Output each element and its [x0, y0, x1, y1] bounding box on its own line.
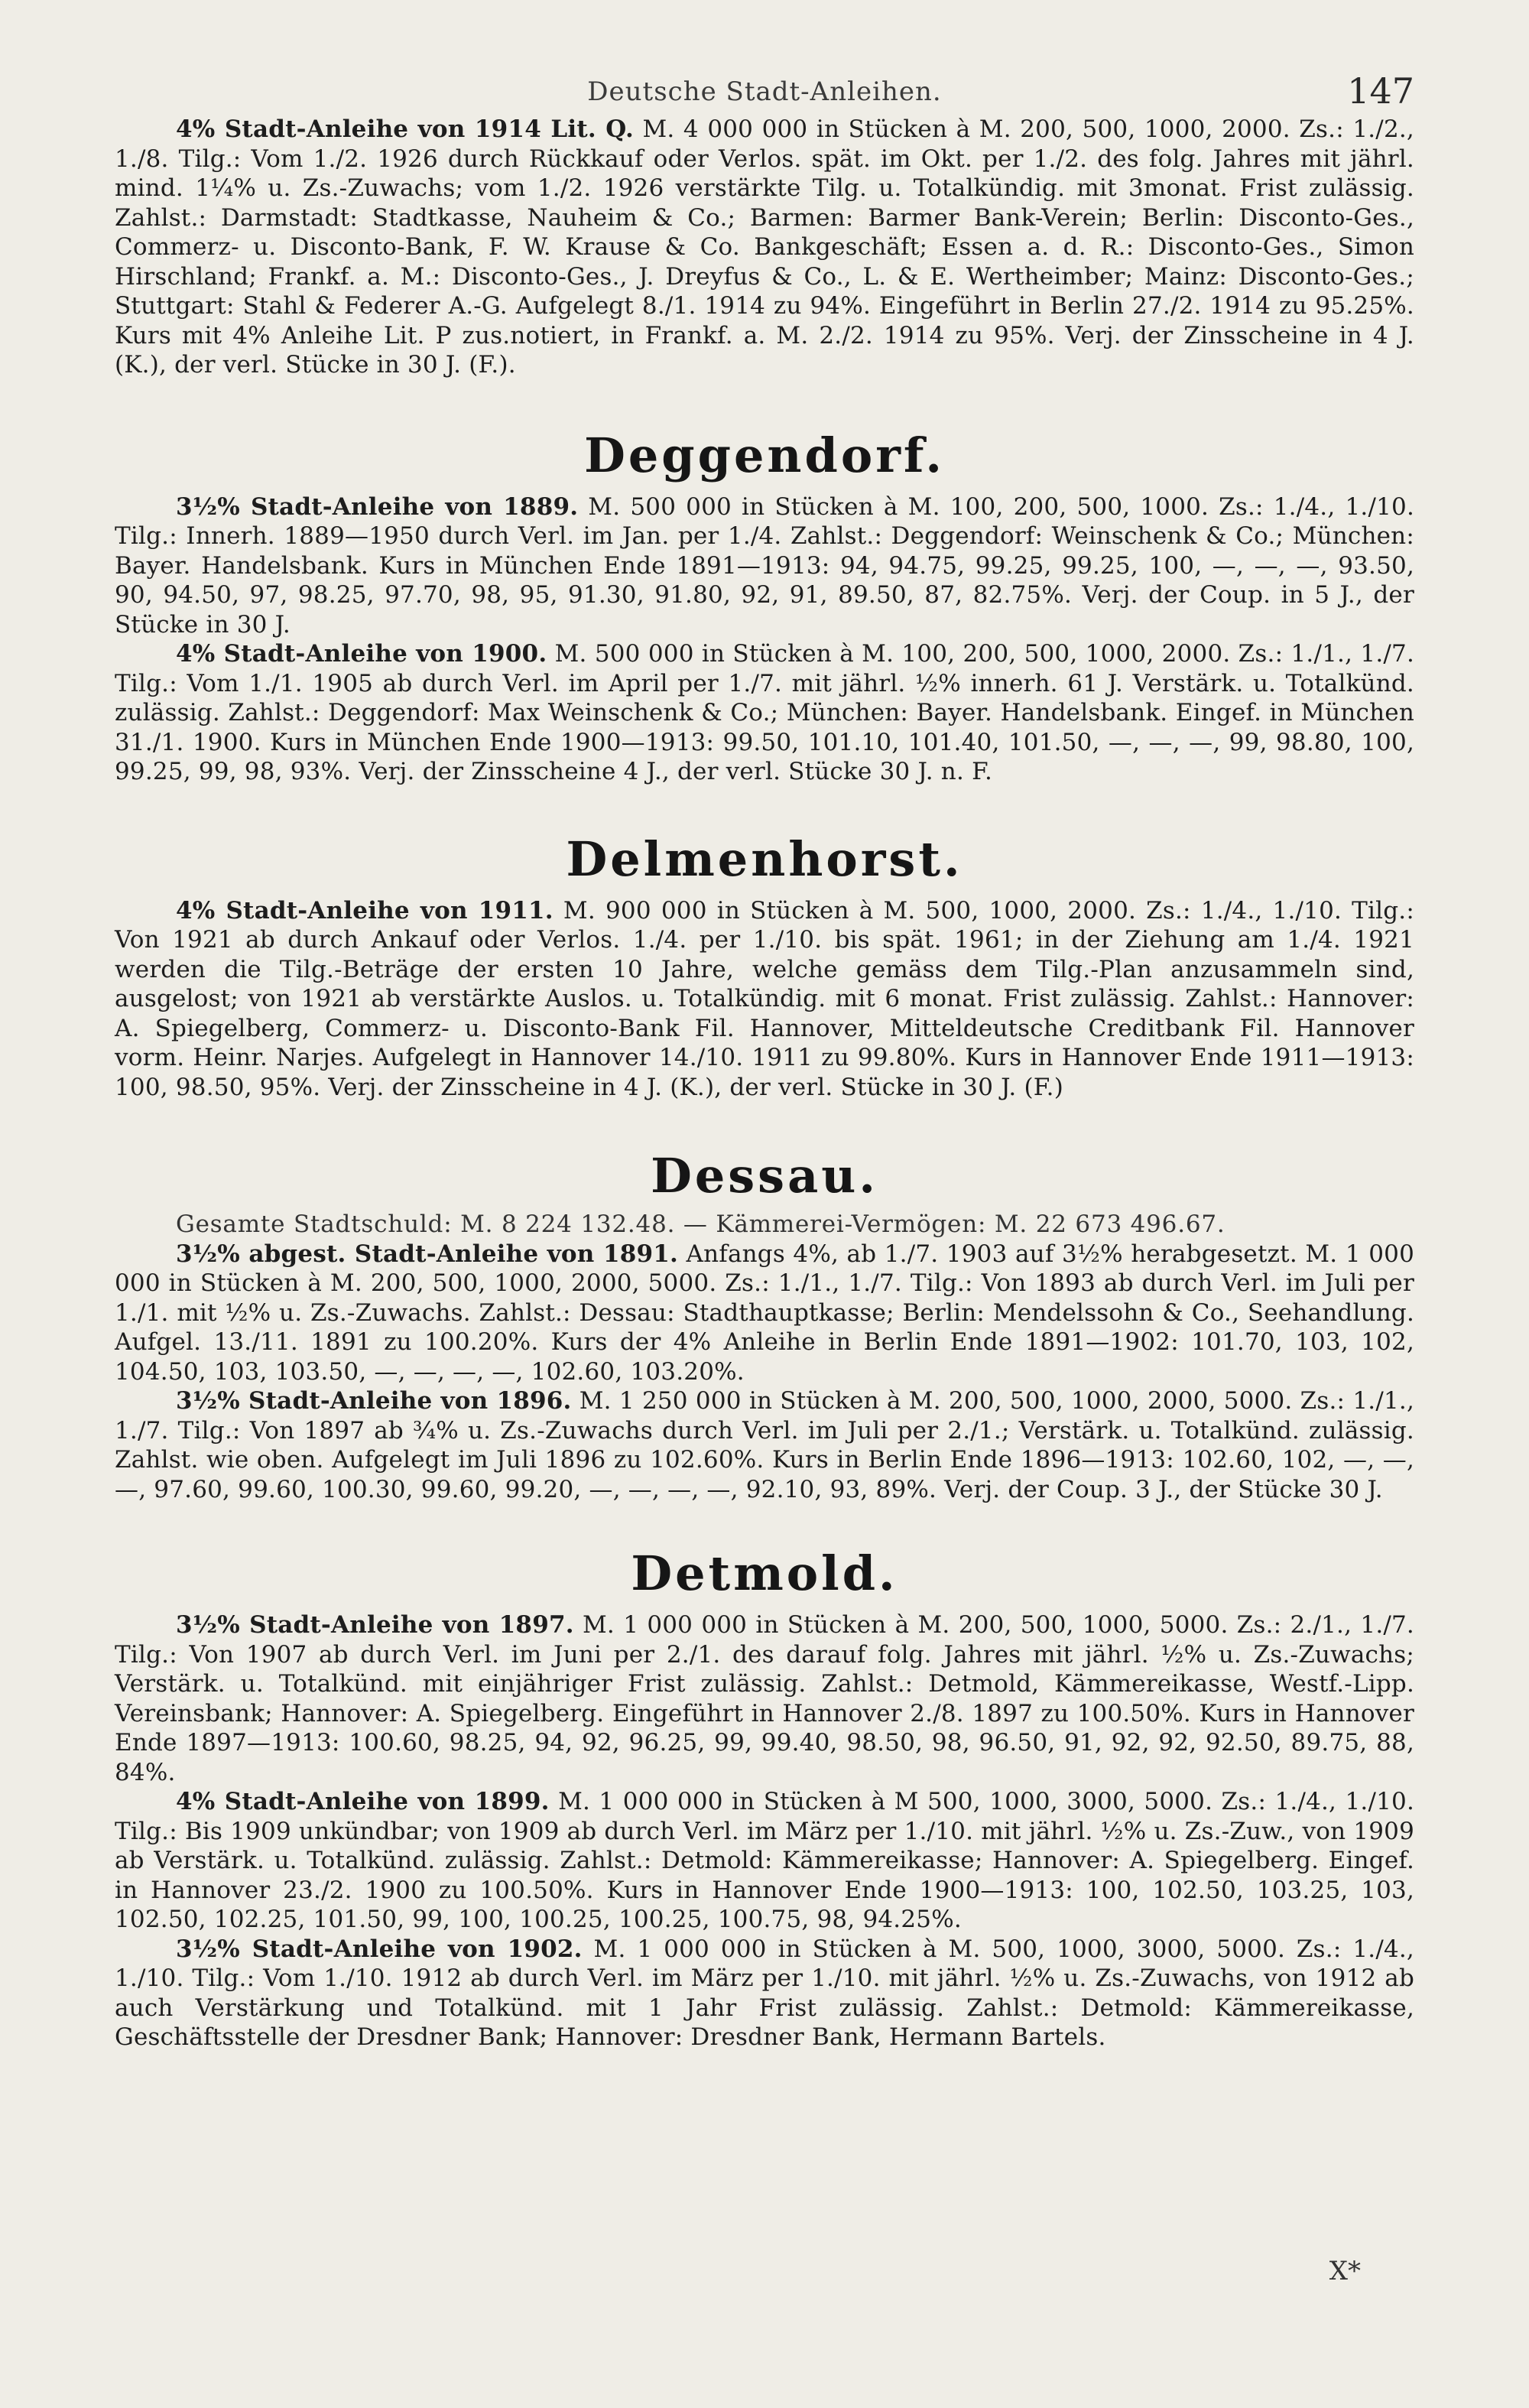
loan-text: M. 1 000 000 in Stücken à M. 500, 1000, 3000, 5000. Zs.: 1./4., 1./10. Tilg.: Vom 1./10. 1912 ab durch Verl. im März per 1./10. mit jährl. ½% u. Zs.-Zuwachs, von 1912 ab auch Verstärkung und Totalkünd. mit 1 Jahr Frist zulässig. Zahlst.: Detmold: Kämmereikasse, Geschäftsstelle der Dresdner Bank; Hannover: Dresdner Bank, Hermann Bartels.	[115, 1935, 1414, 2051]
loan-entry	[115, 1787, 1414, 1935]
signature-mark: X*	[1329, 2256, 1361, 2286]
loan-title: 3½% Stadt-Anleihe von 1896.	[176, 1387, 572, 1415]
loan-entry	[115, 1935, 1414, 2052]
loan-entry	[115, 1386, 1414, 1504]
loan-title: 3½% Stadt-Anleihe von 1902.	[176, 1935, 583, 1963]
loan-title: 4% Stadt-Anleihe von 1914 Lit. Q.	[176, 115, 634, 143]
loan-title: 3½% Stadt-Anleihe von 1889.	[176, 492, 579, 521]
city-heading: Detmold.	[631, 1545, 898, 1601]
loan-title: 4% Stadt-Anleihe von 1911.	[176, 896, 553, 925]
loan-text: M. 500 000 in Stücken à M. 100, 200, 500, 1000. Zs.: 1./4., 1./10. Tilg.: Innerh. 1889—1950 durch Verl. im Jan. per 1./4. Zahlst.: Deggendorf: Weinschenk & Co.; München: Bayer. Handelsbank. Kurs in München Ende 1891—1913: 94, 94.75, 99.25, 99.25, 100, —, —, —, 93.50, 90, 94.50, 97, 98.25, 97.70, 98, 95, 91.30, 91.80, 92, 91, 89.50, 87, 82.75%. Verj. der Coup. in 5 J., der Stücke in 30 J.	[115, 492, 1414, 639]
loan-text: Anfangs 4%, ab 1./7. 1903 auf 3½% herabgesetzt. M. 1 000 000 in Stücken à M. 200, 500, 1000, 2000, 5000. Zs.: 1./1., 1./7. Tilg.: Von 1893 ab durch Verl. im Juli per 1./1. mit ½% u. Zs.-Zuwachs. Zahlst.: Dessau: Stadthauptkasse; Berlin: Mendelssohn & Co., Seehandlung. Aufgel. 13./11. 1891 zu 100.20%. Kurs der 4% Anleihe in Berlin Ende 1891—1902: 101.70, 103, 102, 104.50, 103, 103.50, —, —, —, —, 102.60, 103.20%.	[115, 1240, 1414, 1386]
loan-entry	[115, 1610, 1414, 1787]
loan-text: M. 500 000 in Stücken à M. 100, 200, 500, 1000, 2000. Zs.: 1./1., 1./7. Tilg.: Vom 1./1. 1905 ab durch Verl. im April per 1./7. mit jährl. ½% innerh. 61 J. Verstärk. u. Totalkünd. zulässig. Zahlst.: Deggendorf: Max Weinschenk & Co.; München: Bayer. Handelsbank. Eingef. in München 31./1. 1900. Kurs in München Ende 1900—1913: 99.50, 101.10, 101.40, 101.50, —, —, —, 99, 98.80, 100, 99.25, 99, 98, 93%. Verj. der Zinsscheine 4 J., der verl. Stücke 30 J. n. F.	[115, 640, 1414, 785]
loan-title: 3½% Stadt-Anleihe von 1897.	[176, 1611, 574, 1639]
page	[115, 54, 1414, 2378]
loan-text: M. 4 000 000 in Stücken à M. 200, 500, 1000, 2000. Zs.: 1./2., 1./8. Tilg.: Vom 1./2. 1926 durch Rückkauf oder Verlos. spät. im Okt. per 1./2. des folg. Jahres mit jährl. mind. 1¼% u. Zs.-Zuwachs; vom 1./2. 1926 verstärkte Tilg. u. Totalkündig. mit 3monat. Frist zulässig. Zahlst.: Darmstadt: Stadtkasse, Nauheim & Co.; Barmen: Barmer Bank-Verein; Berlin: Disconto-Ges., Commerz- u. Disconto-Bank, F. W. Krause & Co. Bankgeschäft; Essen a. d. R.: Disconto-Ges., Simon Hirschland; Frankf. a. M.: Disconto-Ges., J. Dreyfus & Co., L. & E. Wertheimber; Mainz: Disconto-Ges.; Stuttgart: Stahl & Federer A.-G. Aufgelegt 8./1. 1914 zu 94%. Eingeführt in Berlin 27./2. 1914 zu 95.25%. Kurs mit 4% Anleihe Lit. P zus.notiert, in Frankf. a. M. 2./2. 1914 zu 95%. Verj. der Zinsscheine in 4 J. (K.), der verl. Stücke in 30 J. (F.).	[115, 115, 1414, 379]
city-heading: Deggendorf.	[584, 427, 945, 483]
city-heading: Dessau.	[651, 1148, 878, 1204]
loan-entry	[115, 115, 1414, 380]
loan-entry	[115, 492, 1414, 640]
municipal-debt-summary: Gesamte Stadtschuld: M. 8 224 132.48. — Kämmerei-Vermögen: M. 22 673 496.67.	[176, 1210, 1225, 1238]
loan-title: 4% Stadt-Anleihe von 1899.	[176, 1788, 550, 1815]
running-head	[115, 54, 1414, 115]
page-number: 147	[1347, 70, 1414, 112]
loan-title: 3½% abgest. Stadt-Anleihe von 1891.	[176, 1240, 679, 1268]
running-title: Deutsche Stadt-Anleihen.	[587, 76, 942, 107]
city-heading: Delmenhorst.	[566, 830, 963, 887]
loan-entry	[115, 896, 1414, 1103]
loan-text: M. 1 000 000 in Stücken à M. 200, 500, 1000, 5000. Zs.: 2./1., 1./7. Tilg.: Von 1907 ab durch Verl. im Juni per 2./1. des darauf folg. Jahres mit jährl. ½% u. Zs.-Zuwachs; Verstärk. u. Totalkünd. mit einjähriger Frist zulässig. Zahlst.: Detmold, Kämmereikasse, Westf.-Lipp. Vereinsbank; Hannover: A. Spiegelberg. Eingeführt in Hannover 2./8. 1897 zu 100.50%. Kurs in Hannover Ende 1897—1913: 100.60, 98.25, 94, 92, 96.25, 99, 99.40, 98.50, 98, 96.50, 91, 92, 92, 92.50, 89.75, 88, 84%.	[115, 1611, 1414, 1786]
loan-text: M. 1 250 000 in Stücken à M. 200, 500, 1000, 2000, 5000. Zs.: 1./1., 1./7. Tilg.: Von 1897 ab ¾% u. Zs.-Zuwachs durch Verl. im Juli per 2./1.; Verstärk. u. Totalkünd. zulässig. Zahlst. wie oben. Aufgelegt im Juli 1896 zu 102.60%. Kurs in Berlin Ende 1896—1913: 102.60, 102, —, —, —, 97.60, 99.60, 100.30, 99.60, 99.20, —, —, —, —, 92.10, 93, 89%. Verj. der Coup. 3 J., der Stücke 30 J.	[115, 1387, 1414, 1503]
loan-entry	[115, 1240, 1414, 1387]
loan-title: 4% Stadt-Anleihe von 1900.	[176, 640, 547, 668]
loan-text: M. 1 000 000 in Stücken à M 500, 1000, 3000, 5000. Zs.: 1./4., 1./10. Tilg.: Bis 1909 unkündbar; von 1909 ab durch Verl. im März per 1./10. mit jährl. ½% u. Zs.-Zuw., von 1909 ab Verstärk. u. Totalkünd. zulässig. Zahlst.: Detmold: Kämmereikasse; Hannover: A. Spiegelberg. Eingef. in Hannover 23./2. 1900 zu 100.50%. Kurs in Hannover Ende 1900—1913: 100, 102.50, 103.25, 103, 102.50, 102.25, 101.50, 99, 100, 100.25, 100.25, 100.75, 98, 94.25%.	[115, 1788, 1415, 1933]
loan-entry	[115, 639, 1414, 787]
loan-text: M. 900 000 in Stücken à M. 500, 1000, 2000. Zs.: 1./4., 1./10. Tilg.: Von 1921 ab durch Ankauf oder Verlos. 1./4. per 1./10. bis spät. 1961; in der Ziehung am 1./4. 1921 werden die Tilg.-Beträge der ersten 10 Jahre, welche gemäss dem Tilg.-Plan anzusammeln sind, ausgelost; von 1921 ab verstärkte Auslos. u. Totalkündig. mit 6 monat. Frist zulässig. Zahlst.: Hannover: A. Spiegelberg, Commerz- u. Disconto-Bank Fil. Hannover, Mitteldeutsche Creditbank Fil. Hannover vorm. Heinr. Narjes. Aufgelegt in Hannover 14./10. 1911 zu 99.80%. Kurs in Hannover Ende 1911—1913: 100, 98.50, 95%. Verj. der Zinsscheine in 4 J. (K.), der verl. Stücke in 30 J. (F.)	[115, 896, 1414, 1101]
